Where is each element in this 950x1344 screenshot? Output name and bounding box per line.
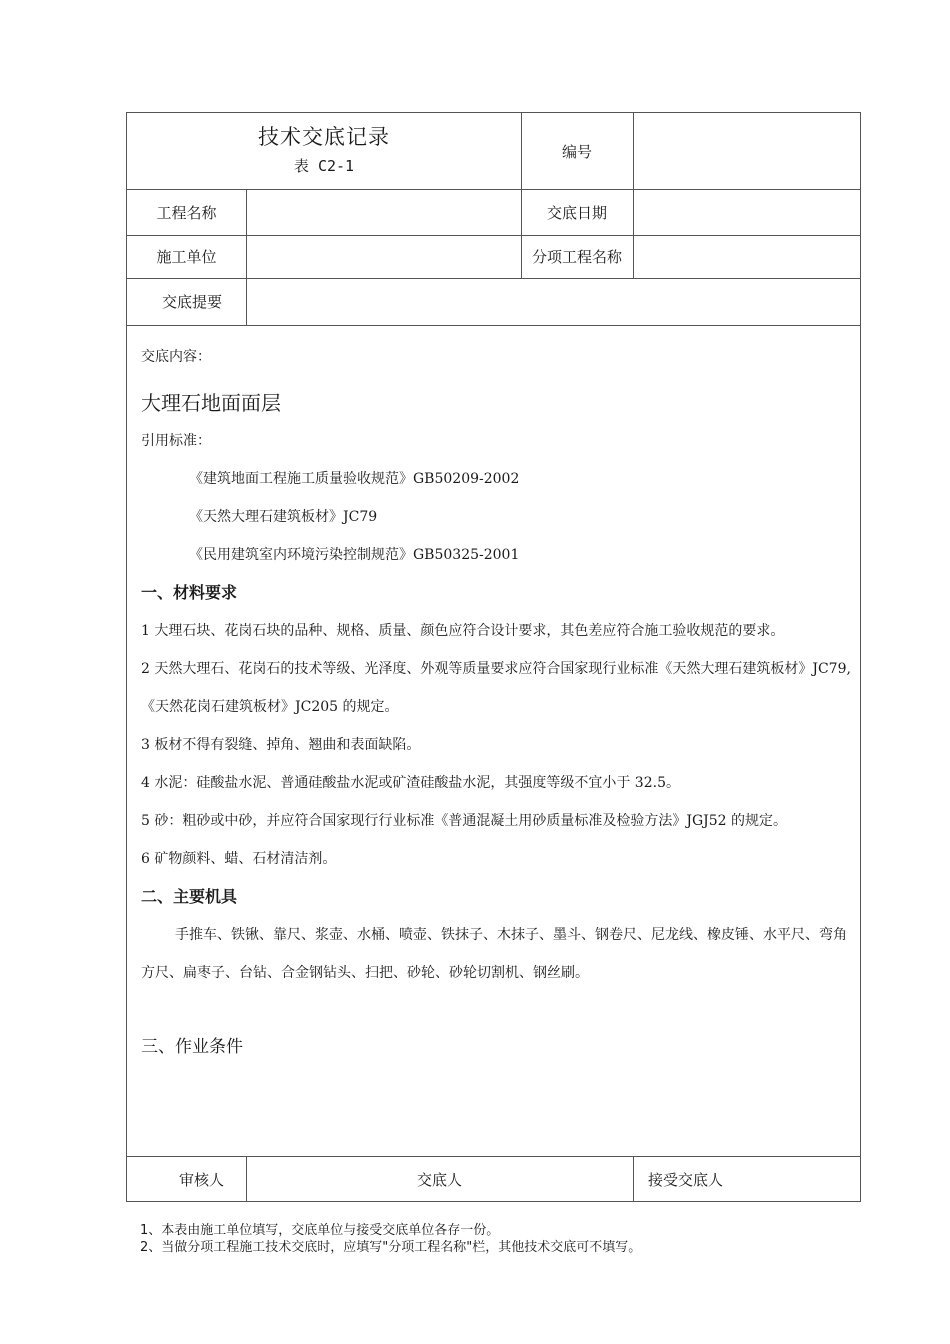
note-item: 2、当做分项工程施工技术交底时，应填写"分项工程名称"栏，其他技术交底可不填写。 (140, 1240, 642, 1255)
subproject-label: 分项工程名称 (531, 248, 622, 266)
content-lead: 交底内容： (141, 349, 211, 365)
material-item: 6 矿物颜料、蜡、石材清洁剂。 (141, 851, 337, 867)
form-title: 技术交底记录 (258, 125, 390, 149)
presenter-label: 交底人 (416, 1170, 462, 1189)
disclosure-content (141, 327, 853, 1066)
row-divider (127, 325, 860, 326)
section-1-title: 一、材料要求 (141, 583, 238, 602)
material-item: 4 水泥：硅酸盐水泥、普通硅酸盐水泥或矿渣硅酸盐水泥，其强度等级不宜小于 32.5。 (141, 775, 680, 791)
material-item: 3 板材不得有裂缝、掉角、翘曲和表面缺陷。 (141, 737, 421, 753)
tools-list: 手推车、铁锹、靠尺、浆壶、水桶、喷壶、铁抹子、木抹子、墨斗、钢卷尺、尼龙线、橡皮锤、水平尺、弯角方尺、扁枣子、台钻、合金钢钻头、扫把、砂轮、砂轮切割机、钢丝刷。 (141, 927, 847, 981)
material-item: 1 大理石块、花岗石块的品种、规格、质量、颜色应符合设计要求，其色差应符合施工验收规范的要求。 (141, 623, 785, 639)
summary-field[interactable] (246, 278, 861, 325)
section-2-title: 二、主要机具 (141, 887, 238, 906)
receiver-label: 接受交底人 (648, 1170, 724, 1189)
material-item: 2 天然大理石、花岗石的技术等级、光泽度、外观等质量要求应符合国家现行业标准《天然大理石建筑板材》JC79,《天然花岗石建筑板材》JC205 的规定。 (141, 661, 851, 715)
date-field[interactable] (633, 189, 861, 235)
number-field[interactable] (633, 113, 861, 189)
standard-item: 《民用建筑室内环境污染控制规范》GB50325-2001 (189, 547, 520, 563)
project-name-label: 工程名称 (156, 203, 217, 222)
standards-heading: 引用标准： (141, 433, 211, 449)
spacer (141, 992, 853, 1028)
contractor-field[interactable] (246, 235, 521, 278)
note-item: 1、本表由施工单位填写，交底单位与接受交底单位各存一份。 (140, 1223, 500, 1238)
material-item: 5 砂：粗砂或中砂，并应符合国家现行行业标准《普通混凝土用砂质量标准及检验方法》JGJ52 的规定。 (141, 813, 788, 829)
number-label: 编号 (561, 142, 592, 161)
form-code: 表 C2-1 (293, 157, 355, 175)
contractor-label: 施工单位 (156, 248, 217, 266)
date-label: 交底日期 (546, 203, 607, 222)
project-name-field[interactable] (246, 189, 521, 235)
standard-item: 《天然大理石建筑板材》JC79 (189, 509, 378, 525)
main-title: 大理石地面面层 (141, 391, 281, 415)
technical-disclosure-form (126, 112, 861, 1202)
reviewer-label: 审核人 (178, 1170, 224, 1189)
subproject-field[interactable] (633, 235, 861, 278)
summary-label: 交底提要 (161, 293, 222, 311)
section-3-title: 三、作业条件 (141, 1037, 243, 1057)
standard-item: 《建筑地面工程施工质量验收规范》GB50209-2002 (189, 471, 520, 487)
form-notes (140, 1222, 860, 1256)
